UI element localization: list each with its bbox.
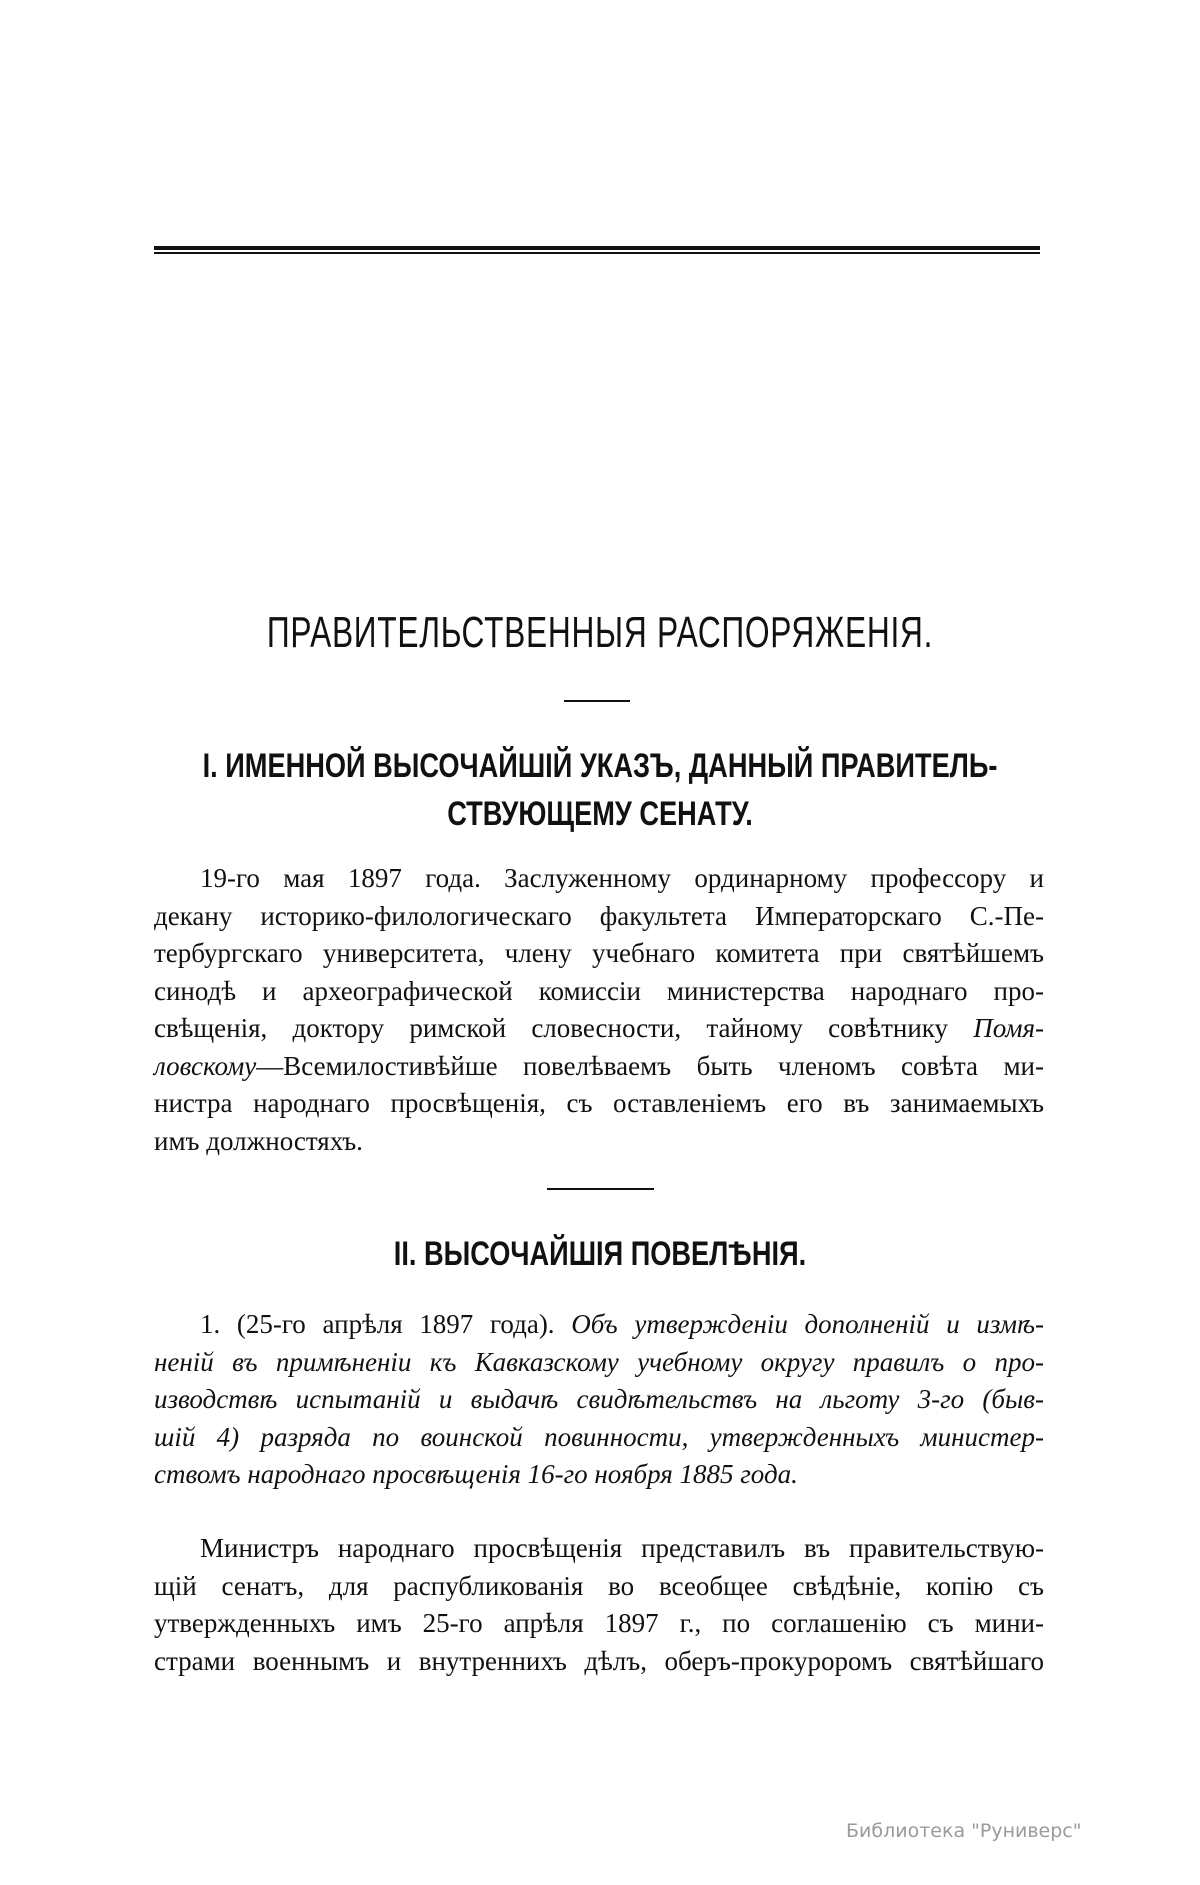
section1-heading — [120, 742, 1080, 838]
text-line: шій 4) разряда по воинской повинности, утвержденныхъ министер- — [154, 1421, 1044, 1452]
top-double-rule-thin — [154, 252, 1040, 254]
text-line: неній въ примѣненіи къ Кавказскому учебному округу правилъ о про- — [154, 1346, 1044, 1377]
section2-heading: II. ВЫСОЧАЙШІЯ ПОВЕЛѢНІЯ. — [393, 1235, 807, 1273]
text-fragment: свѣщенія, доктору римской словесности, тайному совѣтнику — [154, 1013, 974, 1043]
italic-name: ловскому — [154, 1050, 257, 1081]
text-line: тербургскаго университета, члену учебнаго комитета при святѣйшемъ — [154, 938, 1044, 968]
section2-item1 — [154, 1306, 1044, 1494]
divider — [564, 700, 630, 702]
text-line: декану историко-филологическаго факультета Императорскаго С.-Пе- — [154, 900, 1044, 931]
text-line: ствомъ народнаго просвѣщенія 16-го ноября 1885 года. — [154, 1459, 798, 1489]
heading-line: I. ИМЕННОЙ ВЫСОЧАЙШІЙ УКАЗЪ, ДАННЫЙ ПРАВИТЕЛЬ- — [202, 747, 998, 785]
item-title: Объ утвержденіи дополненій и измѣ- — [571, 1309, 1044, 1339]
text-line: нистра народнаго просвѣщенія, съ оставленіемъ его въ занимаемыхъ — [154, 1088, 1044, 1118]
text-line: изводствѣ испытаній и выдачѣ свидѣтельствъ на льготу 3-го (быв- — [154, 1384, 1044, 1414]
top-double-rule — [154, 246, 1040, 250]
text-line: страми военнымъ и внутреннихъ дѣлъ, оберъ-прокуроромъ святѣйшаго — [154, 1645, 1044, 1676]
divider — [547, 1188, 654, 1190]
text-line: синодѣ и археографической комиссіи министерства народнаго про- — [154, 975, 1044, 1006]
library-watermark: Библиотека "Руниверс" — [846, 1820, 1082, 1842]
text-line — [154, 1306, 1044, 1344]
text-line: имъ должностяхъ. — [154, 1125, 363, 1156]
section2-paragraph — [154, 1530, 1044, 1680]
italic-name: Помя- — [973, 1013, 1044, 1043]
heading-line: СТВУЮЩЕМУ СЕНАТУ. — [447, 795, 753, 833]
section1-paragraph — [154, 860, 1044, 1160]
text-line — [154, 1048, 1044, 1086]
text-line: щій сенатъ, для распубликованія во всеобщее свѣдѣніе, копію съ — [154, 1570, 1044, 1601]
text-line: Министръ народнаго просвѣщенія представилъ въ правительствую- — [200, 1533, 1044, 1563]
text-line — [154, 1010, 1044, 1048]
item-date: 1. (25-го апрѣля 1897 года). — [200, 1309, 572, 1339]
page-title: ПРАВИТЕЛЬСТВЕННЫЯ РАСПОРЯЖЕНІЯ. — [266, 608, 934, 657]
text-line: утвержденныхъ имъ 25-го апрѣля 1897 г., по соглашенію съ мини- — [154, 1608, 1044, 1638]
text-line: 19-го мая 1897 года. Заслуженному ординарному профессору и — [200, 863, 1044, 893]
text-fragment: —Всемилостивѣйше повелѣваемъ быть членомъ совѣта ми- — [256, 1050, 1044, 1081]
